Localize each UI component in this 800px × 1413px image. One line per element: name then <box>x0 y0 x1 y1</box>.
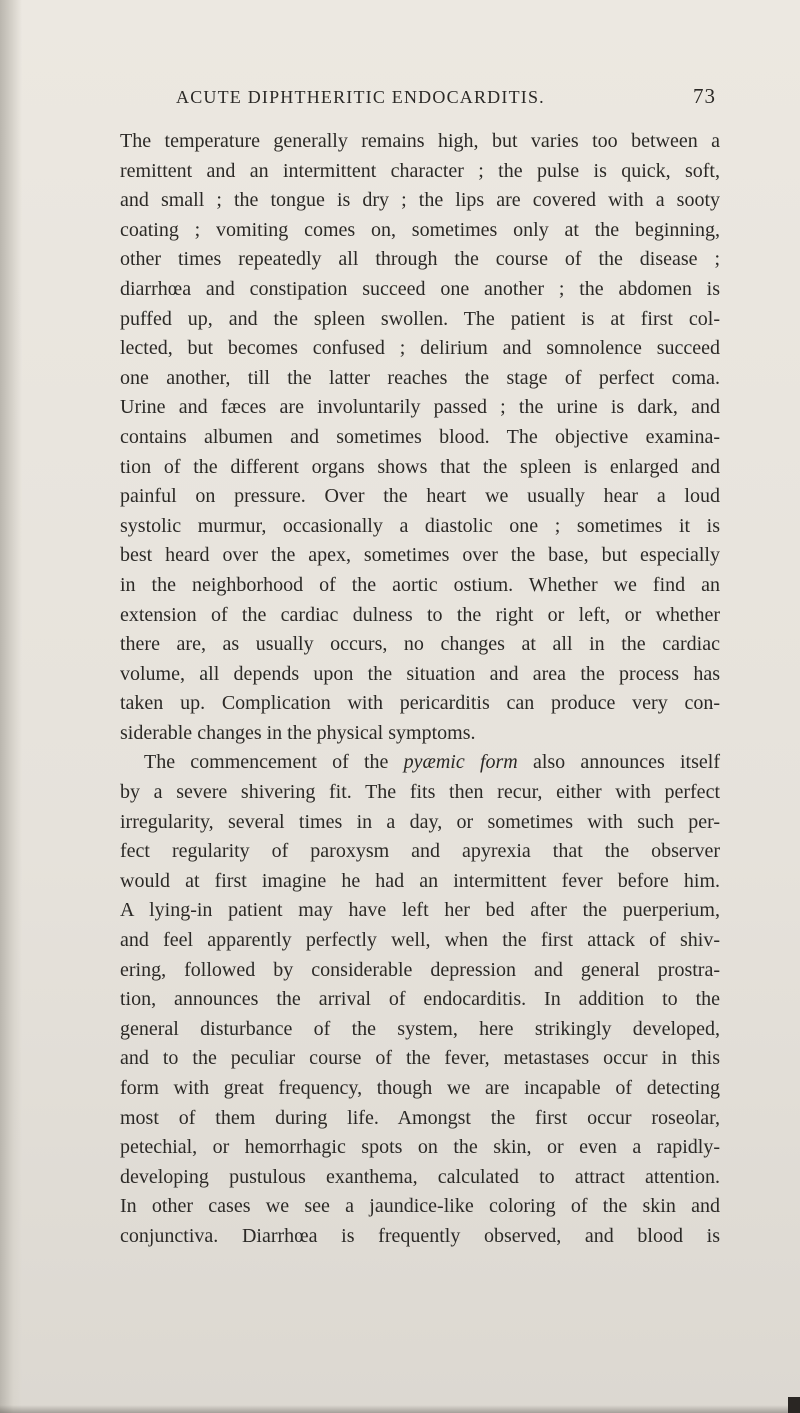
page-number: 73 <box>693 84 716 108</box>
text-line: fect regularity of paroxysm and apyrexia that the observer <box>120 840 720 863</box>
page-bottom-shadow <box>0 1405 800 1413</box>
text-line: would at first imagine he had an intermittent fever before him. <box>120 869 720 892</box>
running-head <box>176 84 716 114</box>
text-line: other times repeatedly all through the course of the disease ; <box>120 248 720 271</box>
text-line: In other cases we see a jaundice-like coloring of the skin and <box>120 1195 720 1218</box>
text-fragment: The commencement of the <box>144 751 404 774</box>
page-corner-mark <box>788 1397 800 1413</box>
italic-term: pyæmic form <box>403 751 518 774</box>
text-line: The temperature generally remains high, but varies too between a <box>120 130 720 152</box>
text-line: general disturbance of the system, here strikingly developed, <box>120 1017 720 1040</box>
text-line: form with great frequency, though we are incapable of detecting <box>120 1077 720 1099</box>
text-line: A lying-in patient may have left her bed after the puerperium, <box>120 899 720 922</box>
page-edge-shadow <box>0 0 22 1413</box>
text-line: taken up. Complication with pericarditis can produce very con- <box>120 692 720 715</box>
text-line: in the neighborhood of the aortic ostium. Whether we find an <box>120 573 720 596</box>
paragraph-opening-line <box>120 748 720 778</box>
text-line: siderable changes in the physical symptoms. <box>120 721 476 744</box>
text-line: tion of the different organs shows that the spleen is enlarged and <box>120 455 720 478</box>
text-line: and small ; the tongue is dry ; the lips are covered with a sooty <box>120 189 720 212</box>
text-line: painful on pressure. Over the heart we usually hear a loud <box>120 485 720 508</box>
text-line: and to the peculiar course of the fever, metastases occur in this <box>120 1047 720 1070</box>
text-line: extension of the cardiac dulness to the right or left, or whether <box>120 603 720 626</box>
text-line: most of them during life. Amongst the first occur roseolar, <box>120 1106 720 1129</box>
text-line: diarrhœa and constipation succeed one another ; the abdomen is <box>120 277 720 300</box>
running-title: ACUTE DIPHTHERITIC ENDOCARDITIS. <box>176 87 545 107</box>
text-line: and feel apparently perfectly well, when the first attack of shiv- <box>120 929 720 952</box>
text-line: irregularity, several times in a day, or sometimes with such per- <box>120 810 720 833</box>
text-line: tion, announces the arrival of endocarditis. In addition to the <box>120 988 720 1011</box>
text-fragment: also announces itself <box>517 751 720 774</box>
body-text <box>120 127 720 1252</box>
text-line: remittent and an intermittent character ; the pulse is quick, soft, <box>120 159 720 182</box>
text-line: conjunctiva. Diarrhœa is frequently observed, and blood is <box>120 1224 720 1247</box>
text-line: contains albumen and sometimes blood. The objective examina- <box>120 425 720 448</box>
text-line: puffed up, and the spleen swollen. The patient is at first col- <box>120 307 720 330</box>
text-line: one another, till the latter reaches the stage of perfect coma. <box>120 366 720 389</box>
text-line: lected, but becomes confused ; delirium and somnolence succeed <box>120 337 720 360</box>
text-line: petechial, or hemorrhagic spots on the skin, or even a rapidly- <box>120 1136 720 1159</box>
text-line: coating ; vomiting comes on, sometimes only at the beginning, <box>120 218 720 241</box>
text-line: developing pustulous exanthema, calculated to attract attention. <box>120 1165 720 1188</box>
text-line: by a severe shivering fit. The fits then recur, either with perfect <box>120 781 720 804</box>
text-line: best heard over the apex, sometimes over the base, but especially <box>120 544 720 567</box>
text-line: ering, followed by considerable depression and general prostra- <box>120 958 720 981</box>
text-line: Urine and fæces are involuntarily passed ; the urine is dark, and <box>120 396 720 419</box>
text-line: systolic murmur, occasionally a diastolic one ; sometimes it is <box>120 514 720 537</box>
text-line: there are, as usually occurs, no changes at all in the cardiac <box>120 633 720 656</box>
text-line: volume, all depends upon the situation and area the process has <box>120 662 720 685</box>
